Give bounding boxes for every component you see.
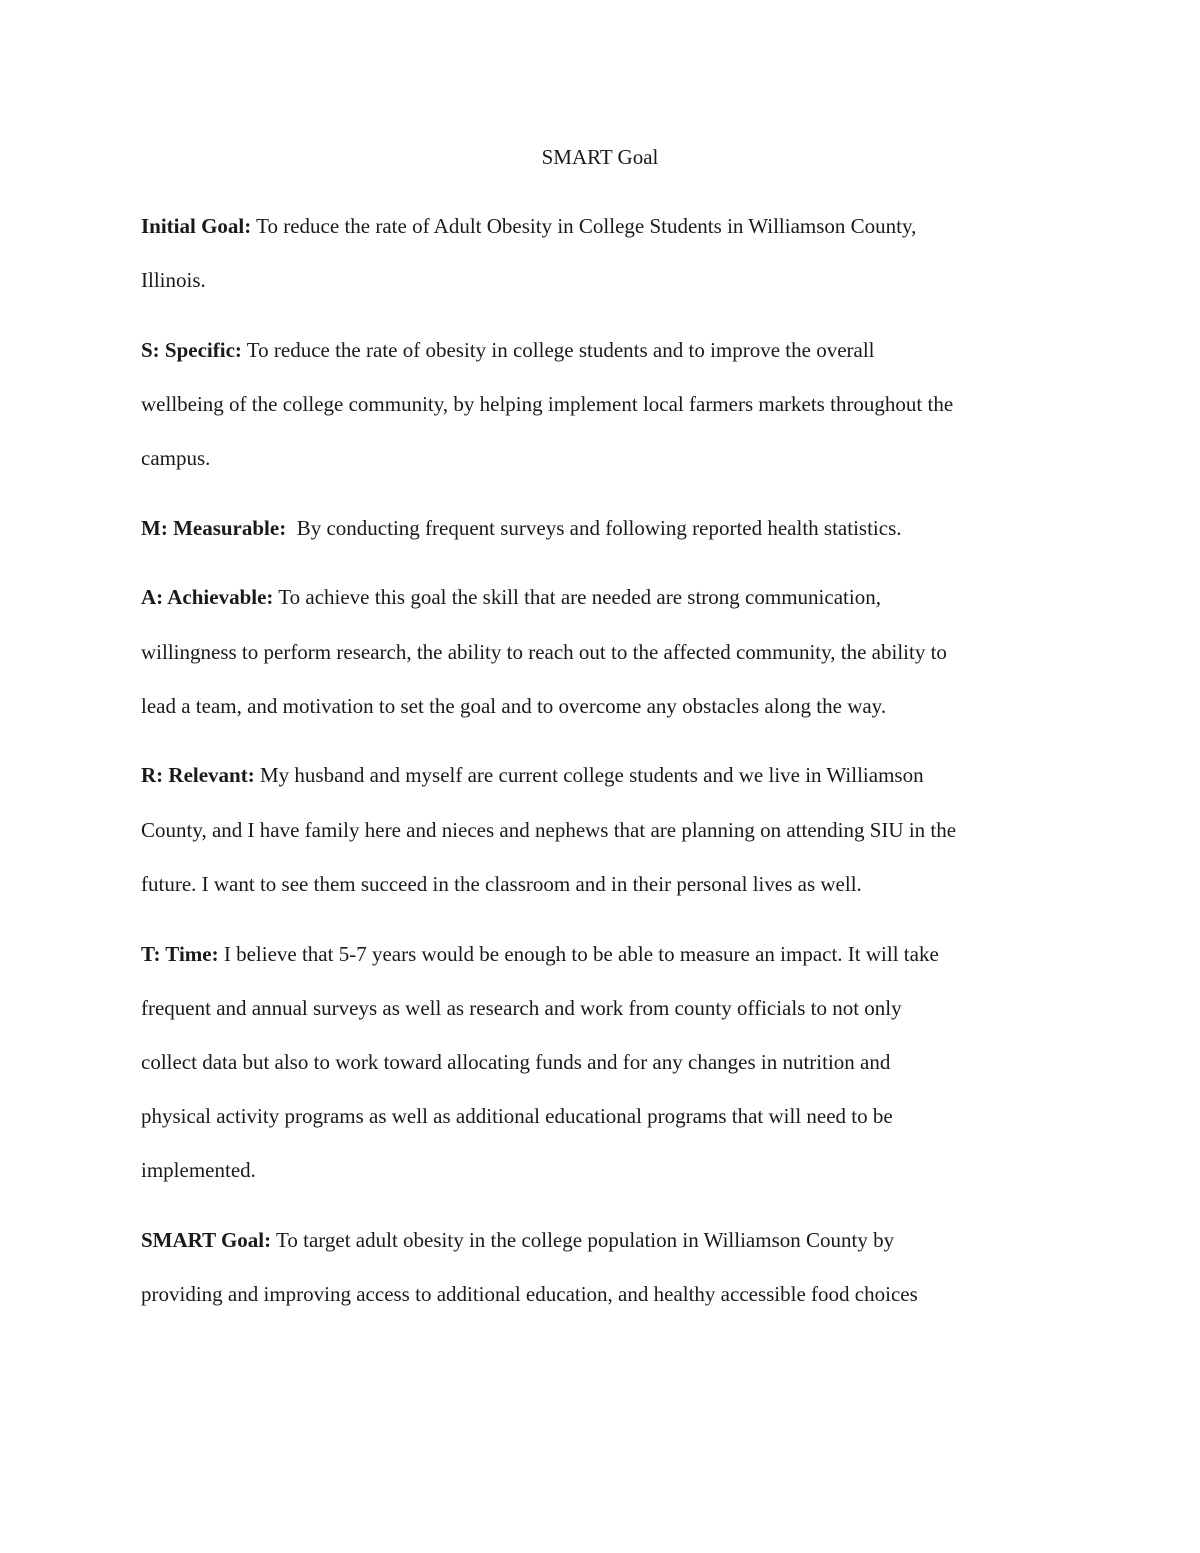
initial-goal-line-2: Illinois. — [141, 268, 206, 292]
specific-label: S: Specific: — [141, 338, 242, 362]
specific-line-3: campus. — [141, 446, 211, 470]
initial-goal-line-1 — [141, 212, 1071, 240]
measurable-text: By conducting frequent surveys and following reported health statistics. — [286, 516, 902, 540]
time-line-1 — [141, 940, 1071, 968]
time-label: T: Time: — [141, 942, 219, 966]
relevant-line-2: County, and I have family here and nieces and nephews that are planning on attending SIU in the — [141, 818, 957, 842]
achievable-text: To achieve this goal the skill that are needed are strong communication, — [273, 585, 881, 609]
specific-text: To reduce the rate of obesity in college students and to improve the overall — [241, 338, 875, 362]
smart-goal-text: To target adult obesity in the college population in Williamson County by — [271, 1228, 895, 1252]
measurable-label: M: Measurable: — [141, 516, 287, 540]
initial-goal-label: Initial Goal: — [141, 214, 252, 238]
time-line-3: collect data but also to work toward allocating funds and for any changes in nutrition and — [141, 1050, 891, 1074]
achievable-line-2: willingness to perform research, the ability to reach out to the affected community, the ability to — [141, 640, 947, 664]
achievable-label: A: Achievable: — [141, 585, 274, 609]
relevant-text: My husband and myself are current college students and we live in Williamson — [254, 763, 924, 787]
time-line-2: frequent and annual surveys as well as research and work from county officials to not only — [141, 996, 902, 1020]
relevant-label: R: Relevant: — [141, 763, 255, 787]
smart-goal-label: SMART Goal: — [141, 1228, 272, 1252]
specific-line-1 — [141, 336, 1071, 364]
time-line-4: physical activity programs as well as additional educational programs that will need to be — [141, 1104, 893, 1128]
time-line-5: implemented. — [141, 1158, 256, 1182]
relevant-line-1 — [141, 761, 1071, 789]
measurable-line-1 — [141, 514, 1071, 542]
relevant-line-3: future. I want to see them succeed in the classroom and in their personal lives as well. — [141, 872, 862, 896]
specific-line-2: wellbeing of the college community, by helping implement local farmers markets throughout the — [141, 392, 954, 416]
achievable-line-1 — [141, 583, 1071, 611]
achievable-line-3: lead a team, and motivation to set the goal and to overcome any obstacles along the way. — [141, 694, 887, 718]
document-title: SMART Goal — [541, 145, 659, 169]
smart-goal-line-1 — [141, 1226, 1071, 1254]
smart-goal-line-2: providing and improving access to additional education, and healthy accessible food choices — [141, 1282, 918, 1306]
initial-goal-text: To reduce the rate of Adult Obesity in College Students in Williamson County, — [251, 214, 917, 238]
time-text: I believe that 5-7 years would be enough to be able to measure an impact. It will take — [218, 942, 939, 966]
